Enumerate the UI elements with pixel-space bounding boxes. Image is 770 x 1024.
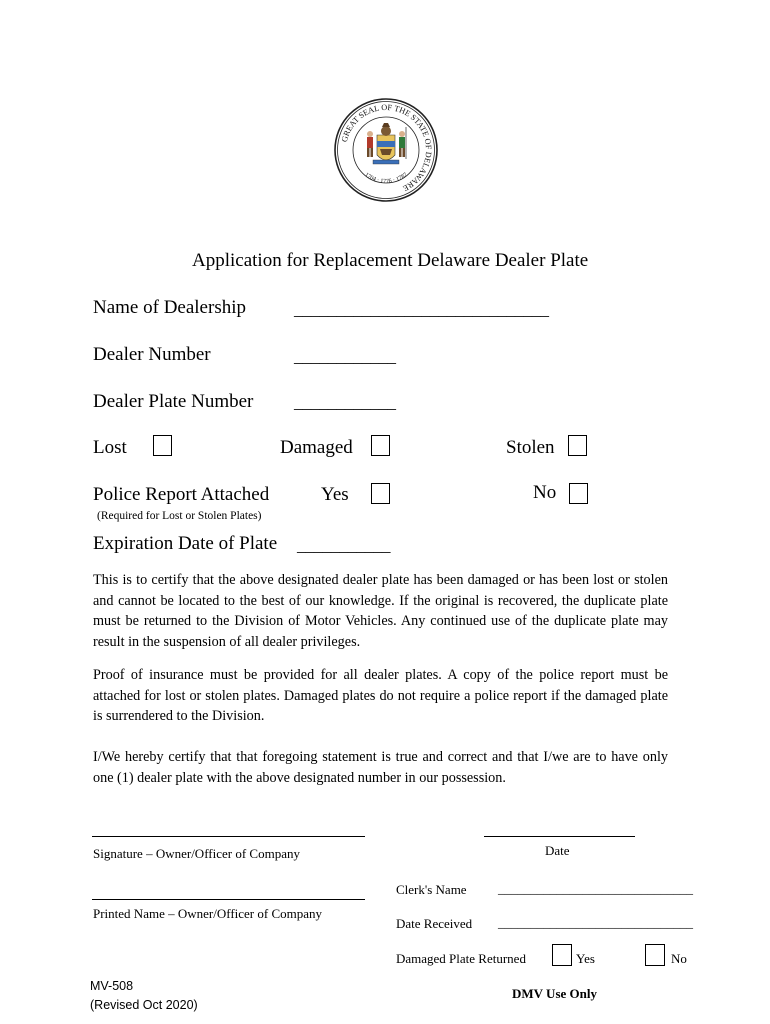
damaged-returned-label: Damaged Plate Returned — [396, 951, 526, 966]
returned-yes-checkbox[interactable] — [552, 944, 572, 966]
dealership-field[interactable]: ______________________________ — [294, 300, 549, 319]
expiration-label: Expiration Date of Plate — [93, 533, 278, 554]
police-yes-checkbox[interactable] — [371, 483, 390, 504]
printed-name-line[interactable] — [92, 899, 365, 900]
police-no-checkbox[interactable] — [569, 483, 588, 504]
seal-dates: 1704 · 1776 · 1787 — [363, 172, 409, 185]
date-received-label: Date Received — [396, 916, 473, 931]
printed-name-label: Printed Name – Owner/Officer of Company — [93, 906, 323, 921]
police-yes-label: Yes — [321, 484, 349, 505]
damaged-label: Damaged — [280, 437, 353, 458]
state-seal-image — [333, 97, 439, 203]
certify-paragraph: This is to certify that the above designated dealer plate has been damaged or has been lost or stolen and cannot be located to the best of our knowledge. If the original is recovered, the duplicate plate must be returned to the Division of Motor Vehicles. Any continued use of the duplicate plate may result in the suspension of all dealer privileges. — [93, 572, 668, 651]
date-received-field[interactable]: ______________________________ — [498, 915, 693, 930]
dealer-plate-label: Dealer Plate Number — [93, 391, 254, 412]
dealership-label: Name of Dealership — [93, 297, 246, 318]
dealer-number-label: Dealer Number — [93, 344, 211, 365]
revised-date: (Revised Oct 2020) — [90, 998, 198, 1012]
lost-label: Lost — [93, 437, 127, 458]
form-number: MV-508 — [90, 979, 134, 993]
damaged-checkbox[interactable] — [371, 435, 390, 456]
clerk-name-field[interactable]: ______________________________ — [498, 881, 693, 896]
seal-ring-text: GREAT SEAL OF THE STATE OF DELAWARE — [339, 102, 434, 193]
signature-line[interactable] — [92, 836, 365, 837]
insurance-paragraph: Proof of insurance must be provided for all dealer plates. A copy of the police report must be attached for lost or stolen plates. Damaged plates do not require a police report if the damaged plate is surrendered to the Division. — [93, 667, 668, 725]
returned-yes-label: Yes — [576, 951, 595, 966]
signature-label: Signature – Owner/Officer of Company — [93, 846, 300, 861]
dealer-plate-field[interactable]: ____________ — [294, 393, 396, 412]
returned-no-checkbox[interactable] — [645, 944, 665, 966]
returned-no-label: No — [671, 951, 687, 966]
lost-checkbox[interactable] — [153, 435, 172, 456]
statement-paragraph: I/We hereby certify that that foregoing statement is true and correct and that I/we are to have only one (1) dealer plate with the above designated number in our possession. — [93, 749, 668, 786]
dmv-use-only: DMV Use Only — [512, 986, 597, 1001]
clerk-name-label: Clerk's Name — [396, 882, 467, 897]
dealer-number-field[interactable]: ____________ — [294, 347, 396, 366]
expiration-field[interactable]: ___________ — [297, 536, 391, 555]
police-note: (Required for Lost or Stolen Plates) — [97, 510, 262, 522]
form-title: Application for Replacement Delaware Dealer Plate — [192, 250, 589, 271]
date-label: Date — [545, 843, 570, 858]
stolen-checkbox[interactable] — [568, 435, 587, 456]
police-no-label: No — [533, 482, 557, 503]
police-report-label: Police Report Attached — [93, 484, 270, 505]
stolen-label: Stolen — [506, 437, 555, 458]
date-line[interactable] — [484, 836, 635, 837]
